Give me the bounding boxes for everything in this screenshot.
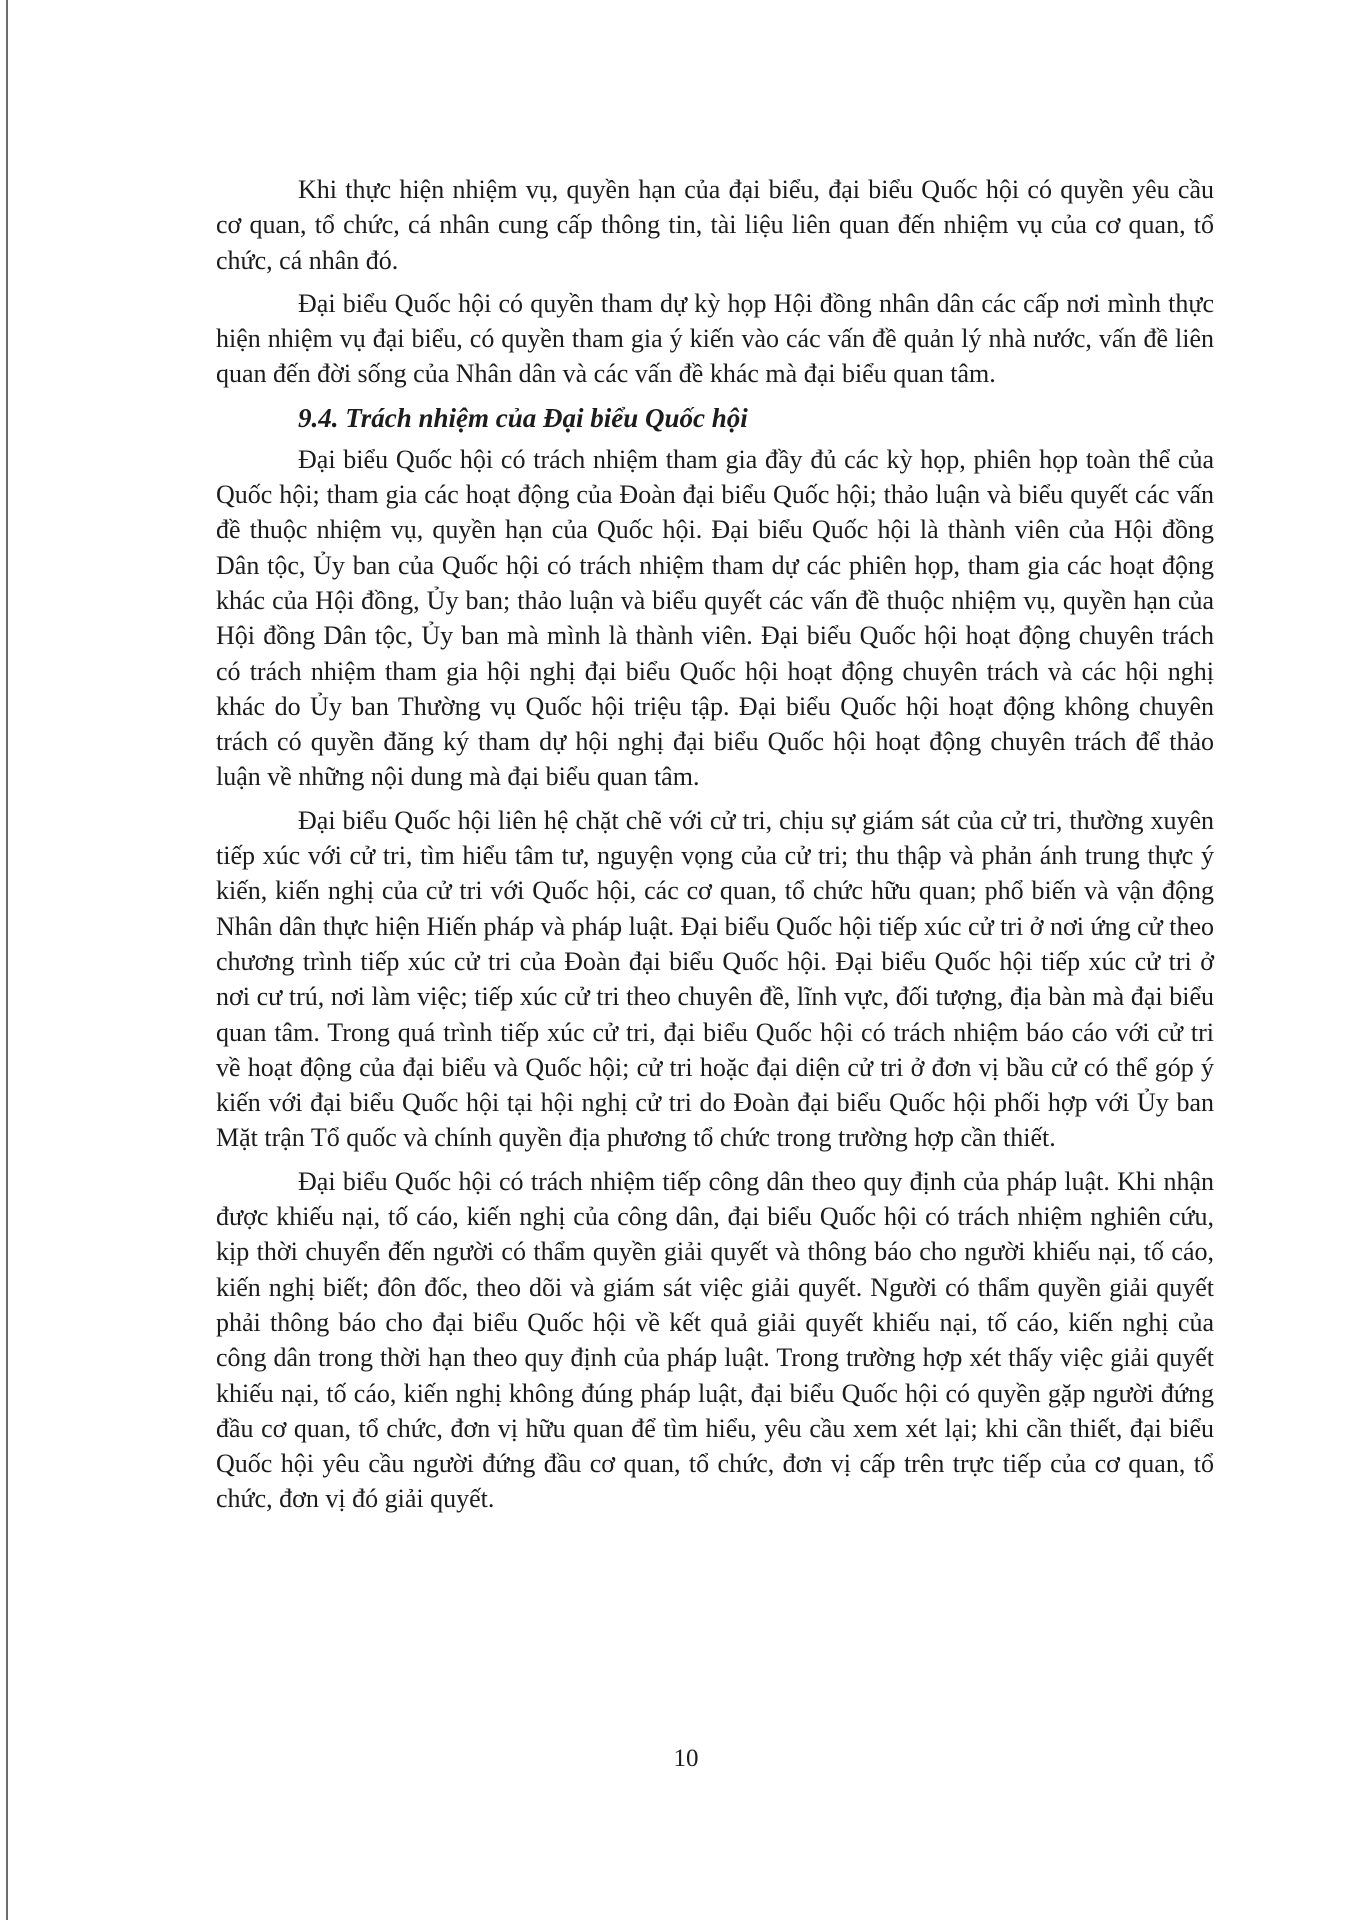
paragraph-deputy-voter-contact: Đại biểu Quốc hội liên hệ chặt chẽ với cử tri, chịu sự giám sát của cử tri, thường xuyên tiếp xúc với cử tri, tìm hiểu tâm tư, nguyện vọng của cử tri; thu thập và phản ánh trung thực ý kiến, kiến nghị của cử tri với Quốc hội, các cơ quan, tổ chức hữu quan; phổ biến và vận động Nhân dân thực hiện Hiến pháp và pháp luật. Đại biểu Quốc hội tiếp xúc cử tri ở nơi ứng cử theo chương trình tiếp xúc cử tri của Đoàn đại biểu Quốc hội. Đại biểu Quốc hội tiếp xúc cử tri ở nơi cư trú, nơi làm việc; tiếp xúc cử tri theo chuyên đề, lĩnh vực, đối tượng, địa bàn mà đại biểu quan tâm. Trong quá trình tiếp xúc cử tri, đại biểu Quốc hội có trách nhiệm báo cáo với cử tri về hoạt động của đại biểu và Quốc hội; cử tri hoặc đại diện cử tri ở đơn vị bầu cử có thể góp ý kiến với đại biểu Quốc hội tại hội nghị cử tri do Đoàn đại biểu Quốc hội phối hợp với Ủy ban Mặt trận Tổ quốc và chính quyền địa phương tổ chức trong trường hợp cần thiết. <box>216 805 1214 1153</box>
scan-edge-line <box>6 0 8 1920</box>
page-number: 10 <box>673 1745 699 1772</box>
paragraph-deputy-council-attendance: Đại biểu Quốc hội có quyền tham dự kỳ họp Hội đồng nhân dân các cấp nơi mình thực hiện nhiệm vụ đại biểu, có quyền tham gia ý kiến vào các vấn đề quản lý nhà nước, vấn đề liên quan đến đời sống của Nhân dân và các vấn đề khác mà đại biểu quan tâm. <box>216 288 1214 389</box>
paragraph-deputy-citizen-complaints: Đại biểu Quốc hội có trách nhiệm tiếp công dân theo quy định của pháp luật. Khi nhận được khiếu nại, tố cáo, kiến nghị của công dân, đại biểu Quốc hội có trách nhiệm nghiên cứu, kịp thời chuyển đến người có thẩm quyền giải quyết và thông báo cho người khiếu nại, tố cáo, kiến nghị biết; đôn đốc, theo dõi và giám sát việc giải quyết. Người có thẩm quyền giải quyết phải thông báo cho đại biểu Quốc hội về kết quả giải quyết khiếu nại, tố cáo, kiến nghị của công dân trong thời hạn theo quy định của pháp luật. Trong trường hợp xét thấy việc giải quyết khiếu nại, tố cáo, kiến nghị không đúng pháp luật, đại biểu Quốc hội có quyền gặp người đứng đầu cơ quan, tổ chức, đơn vị hữu quan để tìm hiểu, yêu cầu xem xét lại; khi cần thiết, đại biểu Quốc hội yêu cầu người đứng đầu cơ quan, tổ chức, đơn vị cấp trên trực tiếp của cơ quan, tổ chức, đơn vị đó giải quyết. <box>216 1166 1214 1514</box>
paragraph-deputy-session-duties: Đại biểu Quốc hội có trách nhiệm tham gia đầy đủ các kỳ họp, phiên họp toàn thể của Quốc hội; tham gia các hoạt động của Đoàn đại biểu Quốc hội; thảo luận và biểu quyết các vấn đề thuộc nhiệm vụ, quyền hạn của Quốc hội. Đại biểu Quốc hội là thành viên của Hội đồng Dân tộc, Ủy ban của Quốc hội có trách nhiệm tham dự các phiên họp, tham gia các hoạt động khác của Hội đồng, Ủy ban; thảo luận và biểu quyết các vấn đề thuộc nhiệm vụ, quyền hạn của Hội đồng Dân tộc, Ủy ban mà mình là thành viên. Đại biểu Quốc hội hoạt động chuyên trách có trách nhiệm tham gia hội nghị đại biểu Quốc hội hoạt động chuyên trách và các hội nghị khác do Ủy ban Thường vụ Quốc hội triệu tập. Đại biểu Quốc hội hoạt động không chuyên trách có quyền đăng ký tham dự hội nghị đại biểu Quốc hội hoạt động chuyên trách để thảo luận về những nội dung mà đại biểu quan tâm. <box>216 444 1214 792</box>
paragraph-deputy-information-rights: Khi thực hiện nhiệm vụ, quyền hạn của đại biểu, đại biểu Quốc hội có quyền yêu cầu cơ quan, tổ chức, cá nhân cung cấp thông tin, tài liệu liên quan đến nhiệm vụ của cơ quan, tổ chức, cá nhân đó. <box>216 175 1214 275</box>
document-page <box>216 172 1214 1525</box>
section-heading: 9.4. Trách nhiệm của Đại biểu Quốc hội <box>298 402 748 433</box>
